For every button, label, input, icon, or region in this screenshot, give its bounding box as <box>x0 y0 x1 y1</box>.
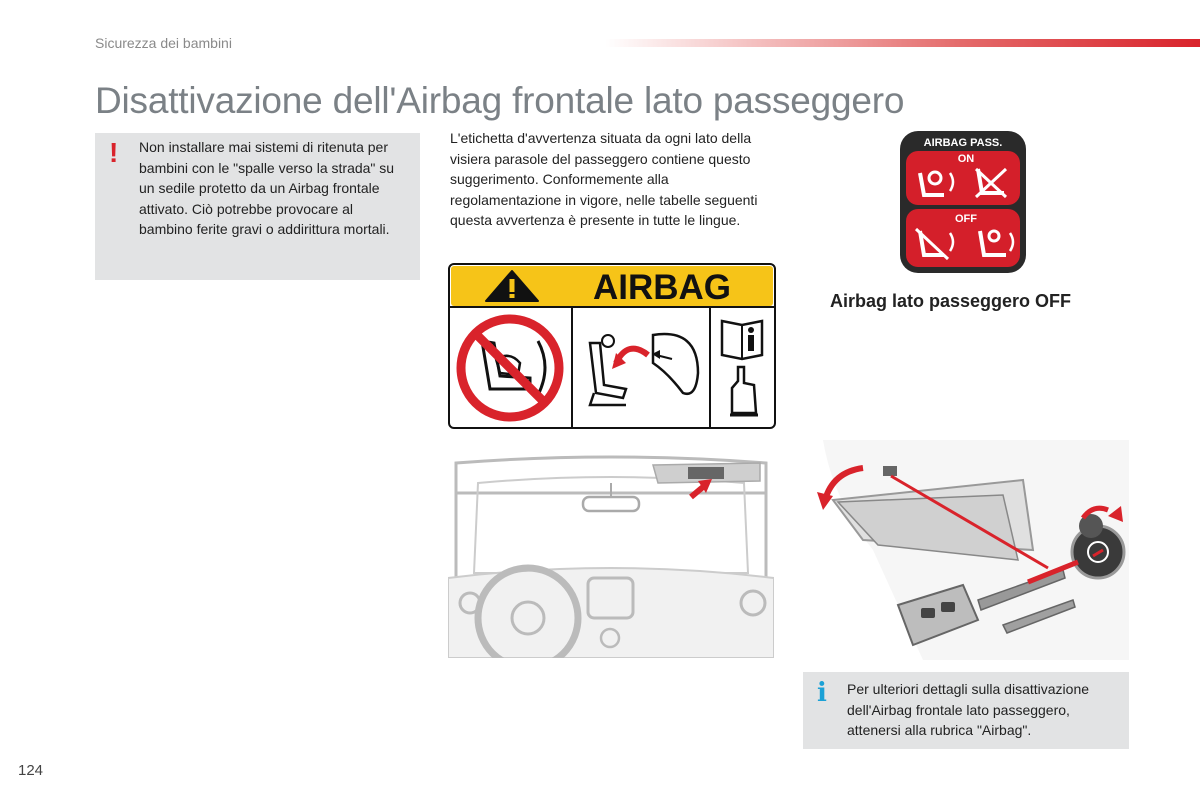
indicator-caption: Airbag lato passeggero OFF <box>830 291 1072 311</box>
intro-paragraph: L'etichetta d'avvertenza situata da ogni lato della visiera parasole del passeggero contiene questo suggerimento. Conformemente alla regolamentazione in vigore, nelle tabelle seguenti questa avvertenza è presente in tutte le lingue. <box>450 130 758 228</box>
no-rear-facing-seat-icon <box>461 319 559 417</box>
dashboard-illustration <box>448 453 774 658</box>
airbag-label-text: AIRBAG <box>592 268 732 307</box>
info-text: Per ulteriori dettagli sulla disattivazione dell'Airbag frontale lato passeggero, attenersi alla rubrica "Airbag". <box>847 681 1090 738</box>
page-number: 124 <box>18 762 44 779</box>
header-gradient-bar <box>605 39 1200 47</box>
warning-icon: ! <box>109 137 119 168</box>
indicator-off-label: OFF <box>955 213 977 225</box>
info-box <box>803 672 1129 749</box>
warning-box <box>95 133 420 280</box>
glovebox-key-illustration <box>803 440 1129 660</box>
airbag-warning-label <box>448 263 776 429</box>
indicator-on-label: ON <box>957 153 975 165</box>
warning-text: Non installare mai sistemi di ritenuta per bambini con le "spalle verso la strada" su un sedile protetto da un Airbag frontale attivato. Ciò potrebbe provocare al bambino ferite gravi o addirittura mortali. <box>139 139 395 237</box>
section-title: Sicurezza dei bambini <box>95 35 232 51</box>
info-icon: i <box>817 678 827 708</box>
airbag-indicator-panel <box>898 129 1028 275</box>
indicator-header: AIRBAG PASS. <box>923 137 1003 149</box>
page-title: Disattivazione dell'Airbag frontale lato passeggero <box>95 80 905 121</box>
